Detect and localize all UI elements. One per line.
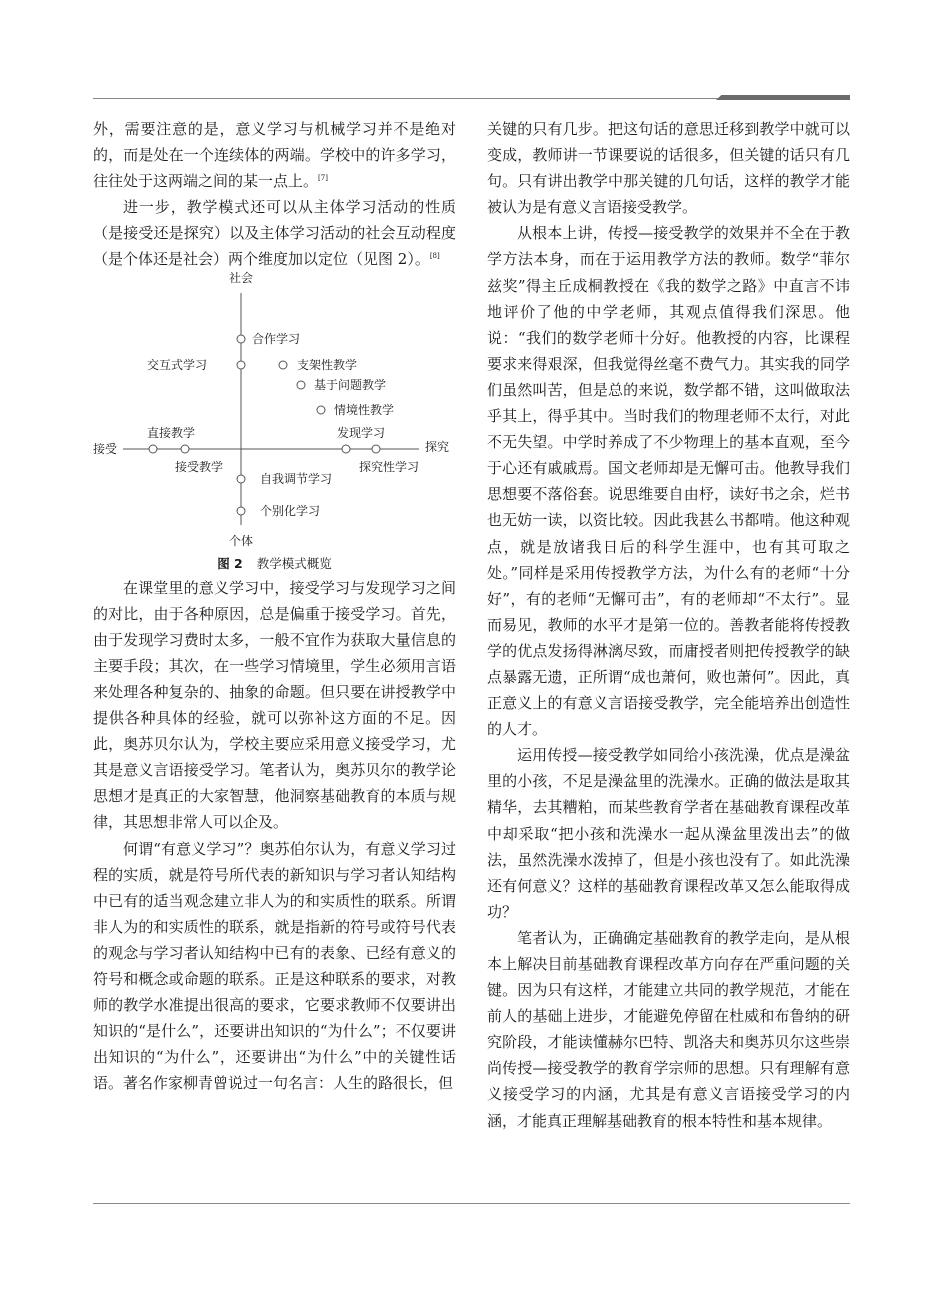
- paragraph: 笔者认为，正确确定基础教育的教学走向，是从根本上解决目前基础教育课程改革方向存在严重问题的关键。因为只有这样，才能建立共同的教学规范，才能在前人的基础上进步，才能避免停留在杜威和布鲁纳的研究阶段，才能读懂赫尔巴特、凯洛夫和奥苏贝尔这些崇尚传授—接受教学的教育学宗师的思想。只有理解有意义接受学习的内涵，尤其是有意义言语接受学习的内涵，才能真正理解基础教育的根本特性和基本规律。: [487, 928, 850, 1130]
- label-wenti: 基于问题教学: [314, 377, 387, 392]
- footer-rule: [93, 1203, 850, 1204]
- point-jiaohu: [237, 361, 245, 369]
- figure-caption-number: 图 2: [217, 555, 243, 571]
- axis-label-left: 接受: [93, 441, 118, 456]
- label-qingjing: 情境性教学: [334, 402, 395, 417]
- point-faxian: [342, 445, 350, 453]
- paragraph: 何谓“有意义学习”？奥苏伯尔认为，有意义学习过程的实质，就是符号所代表的新知识与学习者认知结构中已有的适当观念建立非人为的和实质性的联系。所谓非人为的和实质性的联系，就是指新的符号或符号代表的观念与学习者认知结构中已有的表象、已经有意义的符号和概念或命题的联系。正是这种联系的要求，对教师的教学水准提出很高的要求，它要求教师不仅要讲出知识的“是什么”，还要讲出知识的“为什么”；不仅要讲出知识的“为什么”，还要讲出“为什么”中的关键性话语。著名作家柳青曾说过一句名言：人生的路很长，但: [93, 839, 456, 1093]
- paragraph: 从根本上讲，传授—接受教学的效果并不全在于教学方法本身，而在于运用教学方法的教师。数学“菲尔兹奖”得主丘成桐教授在《我的数学之路》中直言不讳地评价了他的中学老师，其观点值得我们深思。他说：“我们的数学老师十分好。他教授的内容，比课程要求来得艰深，但我觉得丝毫不费气力。其实我的同学们虽然叫苦，但是总的来说，数学都不错，这叫做取法乎其上，得乎其中。当时我们的物理老师不太行，对此不无失望。中学时养成了不少物理上的基本直观，至今于心还有戚戚焉。国文老师却是无懈可击。他教导我们思想要不落俗套。说思维要自由杼，读好书之余，烂书也无妨一读，以资比较。因此我甚么书都啃。他这种观点，就是放诸我日后的科学生涯中，也有其可取之处。”同样是采用传授教学方法，为什么有的老师“十分好”，有的老师“无懈可击”，有的老师却“不太行”。显而易见，教师的水平才是第一位的。善教者能将传授教学的优点发扬得淋漓尽致，而庸授者则把传授教学的缺点暴露无遗，正所谓“成也萧何，败也萧何”。因此，真正意义上的有意义言语接受教学，完全能培养出创造性的人才。: [487, 224, 850, 739]
- point-zhijia: [279, 361, 287, 369]
- label-tanjiu: 探究性学习: [359, 459, 420, 474]
- axis-label-bottom: 个体: [229, 533, 254, 548]
- label-hezuo: 合作学习: [252, 331, 301, 346]
- point-tanjiu: [372, 445, 380, 453]
- citation: [8]: [429, 252, 440, 261]
- point-ziwo: [237, 475, 245, 483]
- citation: [7]: [318, 174, 328, 183]
- label-zhijia: 支架性教学: [297, 357, 358, 372]
- point-wenti: [297, 381, 305, 389]
- label-jieshou: 接受教学: [175, 459, 224, 474]
- point-gebie: [237, 507, 245, 515]
- paragraph: 运用传授—接受教学如同给小孩洗澡，优点是澡盆里的小孩，不足是澡盆里的洗澡水。正确的做法是取其精华，去其糟粕，而某些教育学者在基础教育课程改革中却采取“把小孩和洗澡水一起从澡盆里泼出去”的做法，虽然洗澡水泼掉了，但是小孩也没有了。如此洗澡还有何意义？这样的基础教育课程改革又怎么能取得成功？: [487, 746, 850, 921]
- axis-label-top: 社会: [229, 270, 254, 285]
- paragraph: 外，需要注意的是，意义学习与机械学习并不是绝对的，而是处在一个连续体的两端。学校中的许多学习，往往处于这两端之间的某一点上。[7]: [93, 120, 456, 191]
- point-zhijie: [149, 445, 157, 453]
- paragraph: 关键的只有几步。把这句话的意思迁移到教学中就可以变成，教师讲一节课要说的话很多，但关键的话只有几句。只有讲出教学中那关键的几句话，这样的教学才能被认为是有意义言语接受教学。: [487, 120, 850, 217]
- figure-teaching-models: [93, 270, 456, 575]
- figure-caption: [93, 551, 456, 577]
- label-jiaohu: 交互式学习: [147, 357, 208, 372]
- label-zhijie: 直接教学: [147, 425, 196, 440]
- point-jieshou: [181, 445, 189, 453]
- axis-label-right: 探究: [425, 439, 450, 454]
- paragraph: 在课堂里的意义学习中，接受学习与发现学习之间的对比，由于各种原因，总是偏重于接受学习。首先，由于发现学习费时太多，一般不宜作为获取大量信息的主要手段；其次，在一些学习情境里，学生必须用言语来处理各种复杂的、抽象的命题。但只要在讲授教学中提供各种具体的经验，就可以弥补这方面的不足。因此，奥苏贝尔认为，学校主要应采用意义接受学习，尤其是意义言语接受学习。笔者认为，奥苏贝尔的教学论思想才是真正的大家智慧，他洞察基础教育的本质与规律，其思想非常人可以企及。: [93, 578, 456, 832]
- header-accent-bar: [716, 95, 850, 100]
- figure-caption-text: 教学模式概览: [256, 555, 332, 571]
- left-column: [93, 116, 456, 1096]
- paragraph: 进一步，教学模式还可以从主体学习活动的性质（是接受还是探究）以及主体学习活动的社会互动程度（是个体还是社会）两个维度加以定位（见图 2）。[8]: [93, 198, 456, 269]
- point-hezuo: [237, 335, 245, 343]
- label-gebie: 个别化学习: [260, 503, 321, 518]
- right-column: [487, 116, 850, 1134]
- label-ziwo: 自我调节学习: [260, 471, 333, 486]
- point-qingjing: [317, 406, 325, 414]
- label-faxian: 发现学习: [337, 425, 386, 440]
- figure-axes-diagram: [93, 270, 456, 575]
